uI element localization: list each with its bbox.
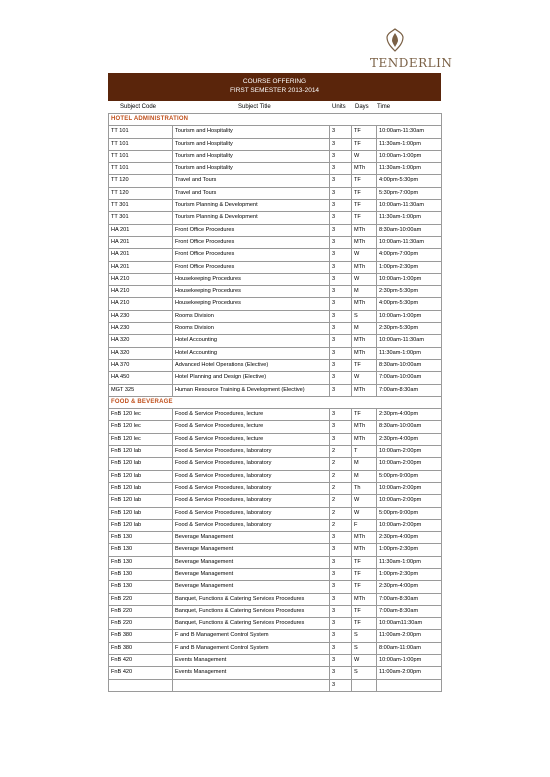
- course-units: 2: [330, 519, 352, 531]
- course-time: 10:00am-2:00pm: [377, 458, 442, 470]
- course-units: 3: [330, 544, 352, 556]
- course-title: Hotel Accounting: [173, 347, 330, 359]
- course-code: FnB 220: [109, 605, 173, 617]
- table-row: [109, 150, 442, 162]
- course-title: Beverage Management: [173, 581, 330, 593]
- course-time: 1:00pm-2:30pm: [377, 261, 442, 273]
- column-headers: [108, 101, 441, 113]
- course-title: Housekeeping Procedures: [173, 298, 330, 310]
- course-units: 3: [330, 138, 352, 150]
- table-row: [109, 519, 442, 531]
- course-days: TF: [352, 212, 377, 224]
- course-units: 2: [330, 482, 352, 494]
- section-header-row: [109, 396, 442, 408]
- table-row: [109, 163, 442, 175]
- course-time: 11:30am-1:00pm: [377, 556, 442, 568]
- table-row: [109, 532, 442, 544]
- course-time: 10:00am-2:00pm: [377, 446, 442, 458]
- course-code: FnB 130: [109, 556, 173, 568]
- section-header-row: [109, 114, 442, 126]
- course-days: MTh: [352, 224, 377, 236]
- course-code: HA 210: [109, 298, 173, 310]
- course-days: M: [352, 323, 377, 335]
- course-code: TT 301: [109, 212, 173, 224]
- course-units: 3: [330, 273, 352, 285]
- course-title: Housekeeping Procedures: [173, 273, 330, 285]
- table-row: [109, 298, 442, 310]
- course-units: 3: [330, 335, 352, 347]
- course-title: Front Office Procedures: [173, 236, 330, 248]
- table-row: [109, 236, 442, 248]
- course-code: HA 201: [109, 261, 173, 273]
- course-time: 10:00am-2:00pm: [377, 482, 442, 494]
- course-code: HA 230: [109, 310, 173, 322]
- course-time: 10:00am-11:30am: [377, 200, 442, 212]
- course-time: 8:30am-10:00am: [377, 359, 442, 371]
- course-days: TF: [352, 200, 377, 212]
- table-row: [109, 200, 442, 212]
- table-row: [109, 642, 442, 654]
- course-title: Banquet, Functions & Catering Services Procedures: [173, 605, 330, 617]
- course-code: TT 101: [109, 150, 173, 162]
- course-code: FnB 120 lab: [109, 446, 173, 458]
- course-title: Front Office Procedures: [173, 261, 330, 273]
- course-title: Hotel Planning and Design (Elective): [173, 372, 330, 384]
- course-title: Food & Service Procedures, laboratory: [173, 482, 330, 494]
- course-time: 10:00am-11:30am: [377, 335, 442, 347]
- course-days: W: [352, 150, 377, 162]
- col-header-units: Units: [332, 104, 346, 110]
- course-days: MTh: [352, 544, 377, 556]
- course-code: FnB 120 lab: [109, 458, 173, 470]
- course-days: MTh: [352, 593, 377, 605]
- course-table: [108, 113, 442, 692]
- course-units: 3: [330, 249, 352, 261]
- course-title: Rooms Division: [173, 310, 330, 322]
- course-units: 3: [330, 359, 352, 371]
- table-row: [109, 310, 442, 322]
- table-row: [109, 421, 442, 433]
- course-code: FnB 120 lab: [109, 470, 173, 482]
- course-code: HA 450: [109, 372, 173, 384]
- course-code: FnB 220: [109, 618, 173, 630]
- course-time: [377, 679, 442, 691]
- course-code: HA 201: [109, 236, 173, 248]
- course-days: MTh: [352, 421, 377, 433]
- course-title: Events Management: [173, 655, 330, 667]
- course-code: FnB 120 lab: [109, 519, 173, 531]
- banner-title: COURSE OFFERING: [242, 78, 307, 85]
- course-title: Travel and Tours: [173, 187, 330, 199]
- course-code: FnB 380: [109, 630, 173, 642]
- course-code: HA 230: [109, 323, 173, 335]
- course-units: 3: [330, 236, 352, 248]
- course-units: 3: [330, 163, 352, 175]
- course-time: 10:00am-2:00pm: [377, 519, 442, 531]
- table-row: [109, 126, 442, 138]
- course-units: 3: [330, 605, 352, 617]
- course-title: Food & Service Procedures, laboratory: [173, 458, 330, 470]
- course-title: Housekeeping Procedures: [173, 286, 330, 298]
- course-days: TF: [352, 556, 377, 568]
- course-units: 3: [330, 224, 352, 236]
- course-units: 3: [330, 679, 352, 691]
- course-code: FnB 380: [109, 642, 173, 654]
- banner-subtitle: FIRST SEMESTER 2013-2014: [229, 87, 320, 94]
- course-code: TT 120: [109, 187, 173, 199]
- course-units: 3: [330, 384, 352, 396]
- course-time: 2:30pm-4:00pm: [377, 581, 442, 593]
- course-days: S: [352, 630, 377, 642]
- table-row: [109, 433, 442, 445]
- course-days: TF: [352, 175, 377, 187]
- course-time: 8:30am-10:00am: [377, 421, 442, 433]
- course-time: 4:00pm-5:30pm: [377, 298, 442, 310]
- course-units: 3: [330, 323, 352, 335]
- course-code: TT 101: [109, 163, 173, 175]
- course-units: 3: [330, 347, 352, 359]
- course-units: 3: [330, 433, 352, 445]
- course-code: [109, 679, 173, 691]
- course-units: 3: [330, 581, 352, 593]
- course-time: 10:00am11:30am: [377, 618, 442, 630]
- course-time: 2:30pm-5:30pm: [377, 323, 442, 335]
- course-days: MTh: [352, 335, 377, 347]
- table-row: [109, 581, 442, 593]
- course-title: Front Office Procedures: [173, 249, 330, 261]
- col-header-time: Time: [377, 104, 391, 110]
- course-time: 4:00pm-7:00pm: [377, 249, 442, 261]
- course-title: Tourism and Hospitality: [173, 126, 330, 138]
- course-units: 3: [330, 286, 352, 298]
- table-row: [109, 593, 442, 605]
- course-time: 10:00am-1:00pm: [377, 273, 442, 285]
- course-code: TT 101: [109, 126, 173, 138]
- course-title: Food & Service Procedures, laboratory: [173, 470, 330, 482]
- course-days: TF: [352, 568, 377, 580]
- course-title: Human Resource Training & Development (Elective): [173, 384, 330, 396]
- course-code: HA 210: [109, 286, 173, 298]
- course-time: 10:00am-11:30am: [377, 236, 442, 248]
- course-code: HA 320: [109, 347, 173, 359]
- course-code: FnB 120 lec: [109, 421, 173, 433]
- course-code: FnB 130: [109, 544, 173, 556]
- course-time: 7:00am-10:00am: [377, 372, 442, 384]
- table-row: [109, 618, 442, 630]
- course-days: TF: [352, 126, 377, 138]
- course-code: FnB 120 lab: [109, 482, 173, 494]
- course-time: 11:30am-1:00pm: [377, 138, 442, 150]
- table-row: [109, 605, 442, 617]
- course-code: TT 120: [109, 175, 173, 187]
- course-time: 5:30pm-7:00pm: [377, 187, 442, 199]
- course-code: FnB 130: [109, 568, 173, 580]
- course-time: 10:00am-1:00pm: [377, 150, 442, 162]
- course-title: Food & Service Procedures, laboratory: [173, 507, 330, 519]
- table-row: [109, 667, 442, 679]
- course-title: Tourism and Hospitality: [173, 150, 330, 162]
- course-time: 11:30am-1:00pm: [377, 212, 442, 224]
- course-code: HA 210: [109, 273, 173, 285]
- col-header-code: Subject Code: [120, 104, 157, 110]
- course-time: 11:30am-1:00pm: [377, 347, 442, 359]
- course-time: 5:00pm-9:00pm: [377, 507, 442, 519]
- course-units: 3: [330, 556, 352, 568]
- course-code: FnB 120 lab: [109, 507, 173, 519]
- col-header-title: Subject Title: [238, 104, 271, 110]
- table-row: [109, 544, 442, 556]
- course-title: Beverage Management: [173, 544, 330, 556]
- course-title: Beverage Management: [173, 532, 330, 544]
- course-title: F and B Management Control System: [173, 642, 330, 654]
- brand-wordmark: TENDERLIN: [370, 56, 453, 70]
- course-title: Food & Service Procedures, laboratory: [173, 495, 330, 507]
- course-units: 3: [330, 261, 352, 273]
- course-time: 10:00am-11:30am: [377, 126, 442, 138]
- section-title: HOTEL ADMINISTRATION: [109, 114, 442, 126]
- course-title: Food & Service Procedures, lecture: [173, 433, 330, 445]
- course-title: Rooms Division: [173, 323, 330, 335]
- course-units: 3: [330, 150, 352, 162]
- course-title: Advanced Hotel Operations (Elective): [173, 359, 330, 371]
- course-time: 5:00pm-9:00pm: [377, 470, 442, 482]
- course-title: Tourism Planning & Development: [173, 200, 330, 212]
- table-row: [109, 679, 442, 691]
- table-row: [109, 384, 442, 396]
- table-row: [109, 335, 442, 347]
- course-title: Tourism and Hospitality: [173, 163, 330, 175]
- course-days: Th: [352, 482, 377, 494]
- course-units: 3: [330, 298, 352, 310]
- course-title: Food & Service Procedures, lecture: [173, 421, 330, 433]
- course-days: W: [352, 372, 377, 384]
- table-row: [109, 323, 442, 335]
- course-units: 3: [330, 187, 352, 199]
- course-units: 3: [330, 655, 352, 667]
- course-units: 3: [330, 593, 352, 605]
- course-units: 3: [330, 200, 352, 212]
- course-units: 2: [330, 495, 352, 507]
- course-days: S: [352, 310, 377, 322]
- table-row: [109, 470, 442, 482]
- course-title: Tourism and Hospitality: [173, 138, 330, 150]
- course-days: TF: [352, 409, 377, 421]
- course-days: M: [352, 458, 377, 470]
- table-row: [109, 446, 442, 458]
- table-row: [109, 495, 442, 507]
- table-row: [109, 409, 442, 421]
- course-days: M: [352, 470, 377, 482]
- course-time: 1:00pm-2:30pm: [377, 568, 442, 580]
- course-days: TF: [352, 581, 377, 593]
- course-days: TF: [352, 618, 377, 630]
- course-units: 3: [330, 618, 352, 630]
- course-time: 10:00am-2:00pm: [377, 495, 442, 507]
- course-time: 7:00am-8:30am: [377, 384, 442, 396]
- course-days: MTh: [352, 261, 377, 273]
- course-units: 2: [330, 458, 352, 470]
- table-row: [109, 224, 442, 236]
- course-time: 2:30pm-5:30pm: [377, 286, 442, 298]
- course-time: 2:30pm-4:00pm: [377, 532, 442, 544]
- course-code: TT 301: [109, 200, 173, 212]
- table-row: [109, 372, 442, 384]
- course-days: S: [352, 642, 377, 654]
- course-time: 7:00am-8:30am: [377, 605, 442, 617]
- course-code: MGT 325: [109, 384, 173, 396]
- course-days: W: [352, 249, 377, 261]
- course-days: W: [352, 273, 377, 285]
- course-code: FnB 120 lec: [109, 409, 173, 421]
- course-code: FnB 120 lab: [109, 495, 173, 507]
- course-time: 7:00am-8:30am: [377, 593, 442, 605]
- course-units: 3: [330, 421, 352, 433]
- table-row: [109, 187, 442, 199]
- course-time: 4:00pm-5:30pm: [377, 175, 442, 187]
- course-units: 3: [330, 568, 352, 580]
- table-row: [109, 286, 442, 298]
- course-time: 2:30pm-4:00pm: [377, 433, 442, 445]
- table-row: [109, 359, 442, 371]
- course-time: 8:30am-10:00am: [377, 224, 442, 236]
- course-units: 3: [330, 642, 352, 654]
- table-row: [109, 273, 442, 285]
- course-code: FnB 420: [109, 655, 173, 667]
- table-row: [109, 630, 442, 642]
- course-units: 3: [330, 175, 352, 187]
- course-units: 2: [330, 507, 352, 519]
- course-code: FnB 420: [109, 667, 173, 679]
- course-code: FnB 120 lec: [109, 433, 173, 445]
- course-title: Food & Service Procedures, laboratory: [173, 446, 330, 458]
- course-code: FnB 130: [109, 532, 173, 544]
- course-days: TF: [352, 359, 377, 371]
- course-days: MTh: [352, 433, 377, 445]
- course-title: Tourism Planning & Development: [173, 212, 330, 224]
- course-title: Front Office Procedures: [173, 224, 330, 236]
- table-row: [109, 482, 442, 494]
- course-code: HA 370: [109, 359, 173, 371]
- course-days: W: [352, 507, 377, 519]
- course-title: Food & Service Procedures, lecture: [173, 409, 330, 421]
- course-time: 11:00am-2:00pm: [377, 630, 442, 642]
- course-time: 2:30pm-4:00pm: [377, 409, 442, 421]
- table-row: [109, 458, 442, 470]
- course-time: 8:00am-11:00am: [377, 642, 442, 654]
- course-days: MTh: [352, 298, 377, 310]
- course-time: 10:00am-1:00pm: [377, 310, 442, 322]
- table-row: [109, 138, 442, 150]
- course-units: 3: [330, 212, 352, 224]
- course-days: TF: [352, 138, 377, 150]
- course-units: 2: [330, 446, 352, 458]
- title-banner: [108, 73, 441, 101]
- course-code: HA 320: [109, 335, 173, 347]
- course-title: Banquet, Functions & Catering Services Procedures: [173, 593, 330, 605]
- course-title: Beverage Management: [173, 568, 330, 580]
- course-title: Food & Service Procedures, laboratory: [173, 519, 330, 531]
- course-days: MTh: [352, 532, 377, 544]
- crest-icon: [383, 28, 407, 52]
- course-days: [352, 679, 377, 691]
- course-code: FnB 130: [109, 581, 173, 593]
- course-title: [173, 679, 330, 691]
- brand-logo: [370, 28, 453, 76]
- table-row: [109, 507, 442, 519]
- course-days: M: [352, 286, 377, 298]
- course-units: 3: [330, 532, 352, 544]
- course-days: W: [352, 495, 377, 507]
- table-row: [109, 249, 442, 261]
- course-days: TF: [352, 187, 377, 199]
- course-units: 3: [330, 372, 352, 384]
- table-row: [109, 261, 442, 273]
- table-row: [109, 347, 442, 359]
- course-days: S: [352, 667, 377, 679]
- course-time: 11:00am-2:00pm: [377, 667, 442, 679]
- course-code: HA 201: [109, 249, 173, 261]
- course-units: 2: [330, 470, 352, 482]
- course-time: 1:00pm-2:30pm: [377, 544, 442, 556]
- course-days: W: [352, 655, 377, 667]
- col-header-days: Days: [355, 104, 369, 110]
- course-days: MTh: [352, 236, 377, 248]
- course-units: 3: [330, 667, 352, 679]
- section-title: FOOD & BEVERAGE: [109, 396, 442, 408]
- course-title: Beverage Management: [173, 556, 330, 568]
- course-title: Events Management: [173, 667, 330, 679]
- course-units: 3: [330, 126, 352, 138]
- table-row: [109, 175, 442, 187]
- table-row: [109, 212, 442, 224]
- course-code: HA 201: [109, 224, 173, 236]
- course-title: Travel and Tours: [173, 175, 330, 187]
- table-row: [109, 556, 442, 568]
- course-days: MTh: [352, 163, 377, 175]
- course-units: 3: [330, 310, 352, 322]
- course-days: MTh: [352, 384, 377, 396]
- table-row: [109, 568, 442, 580]
- course-units: 3: [330, 409, 352, 421]
- course-days: TF: [352, 605, 377, 617]
- course-time: 10:00am-1:00pm: [377, 655, 442, 667]
- course-time: 11:30am-1:00pm: [377, 163, 442, 175]
- course-code: FnB 220: [109, 593, 173, 605]
- course-days: MTh: [352, 347, 377, 359]
- course-days: T: [352, 446, 377, 458]
- course-title: Hotel Accounting: [173, 335, 330, 347]
- course-title: Banquet, Functions & Catering Services Procedures: [173, 618, 330, 630]
- course-days: F: [352, 519, 377, 531]
- course-units: 3: [330, 630, 352, 642]
- table-row: [109, 655, 442, 667]
- course-title: F and B Management Control System: [173, 630, 330, 642]
- course-code: TT 101: [109, 138, 173, 150]
